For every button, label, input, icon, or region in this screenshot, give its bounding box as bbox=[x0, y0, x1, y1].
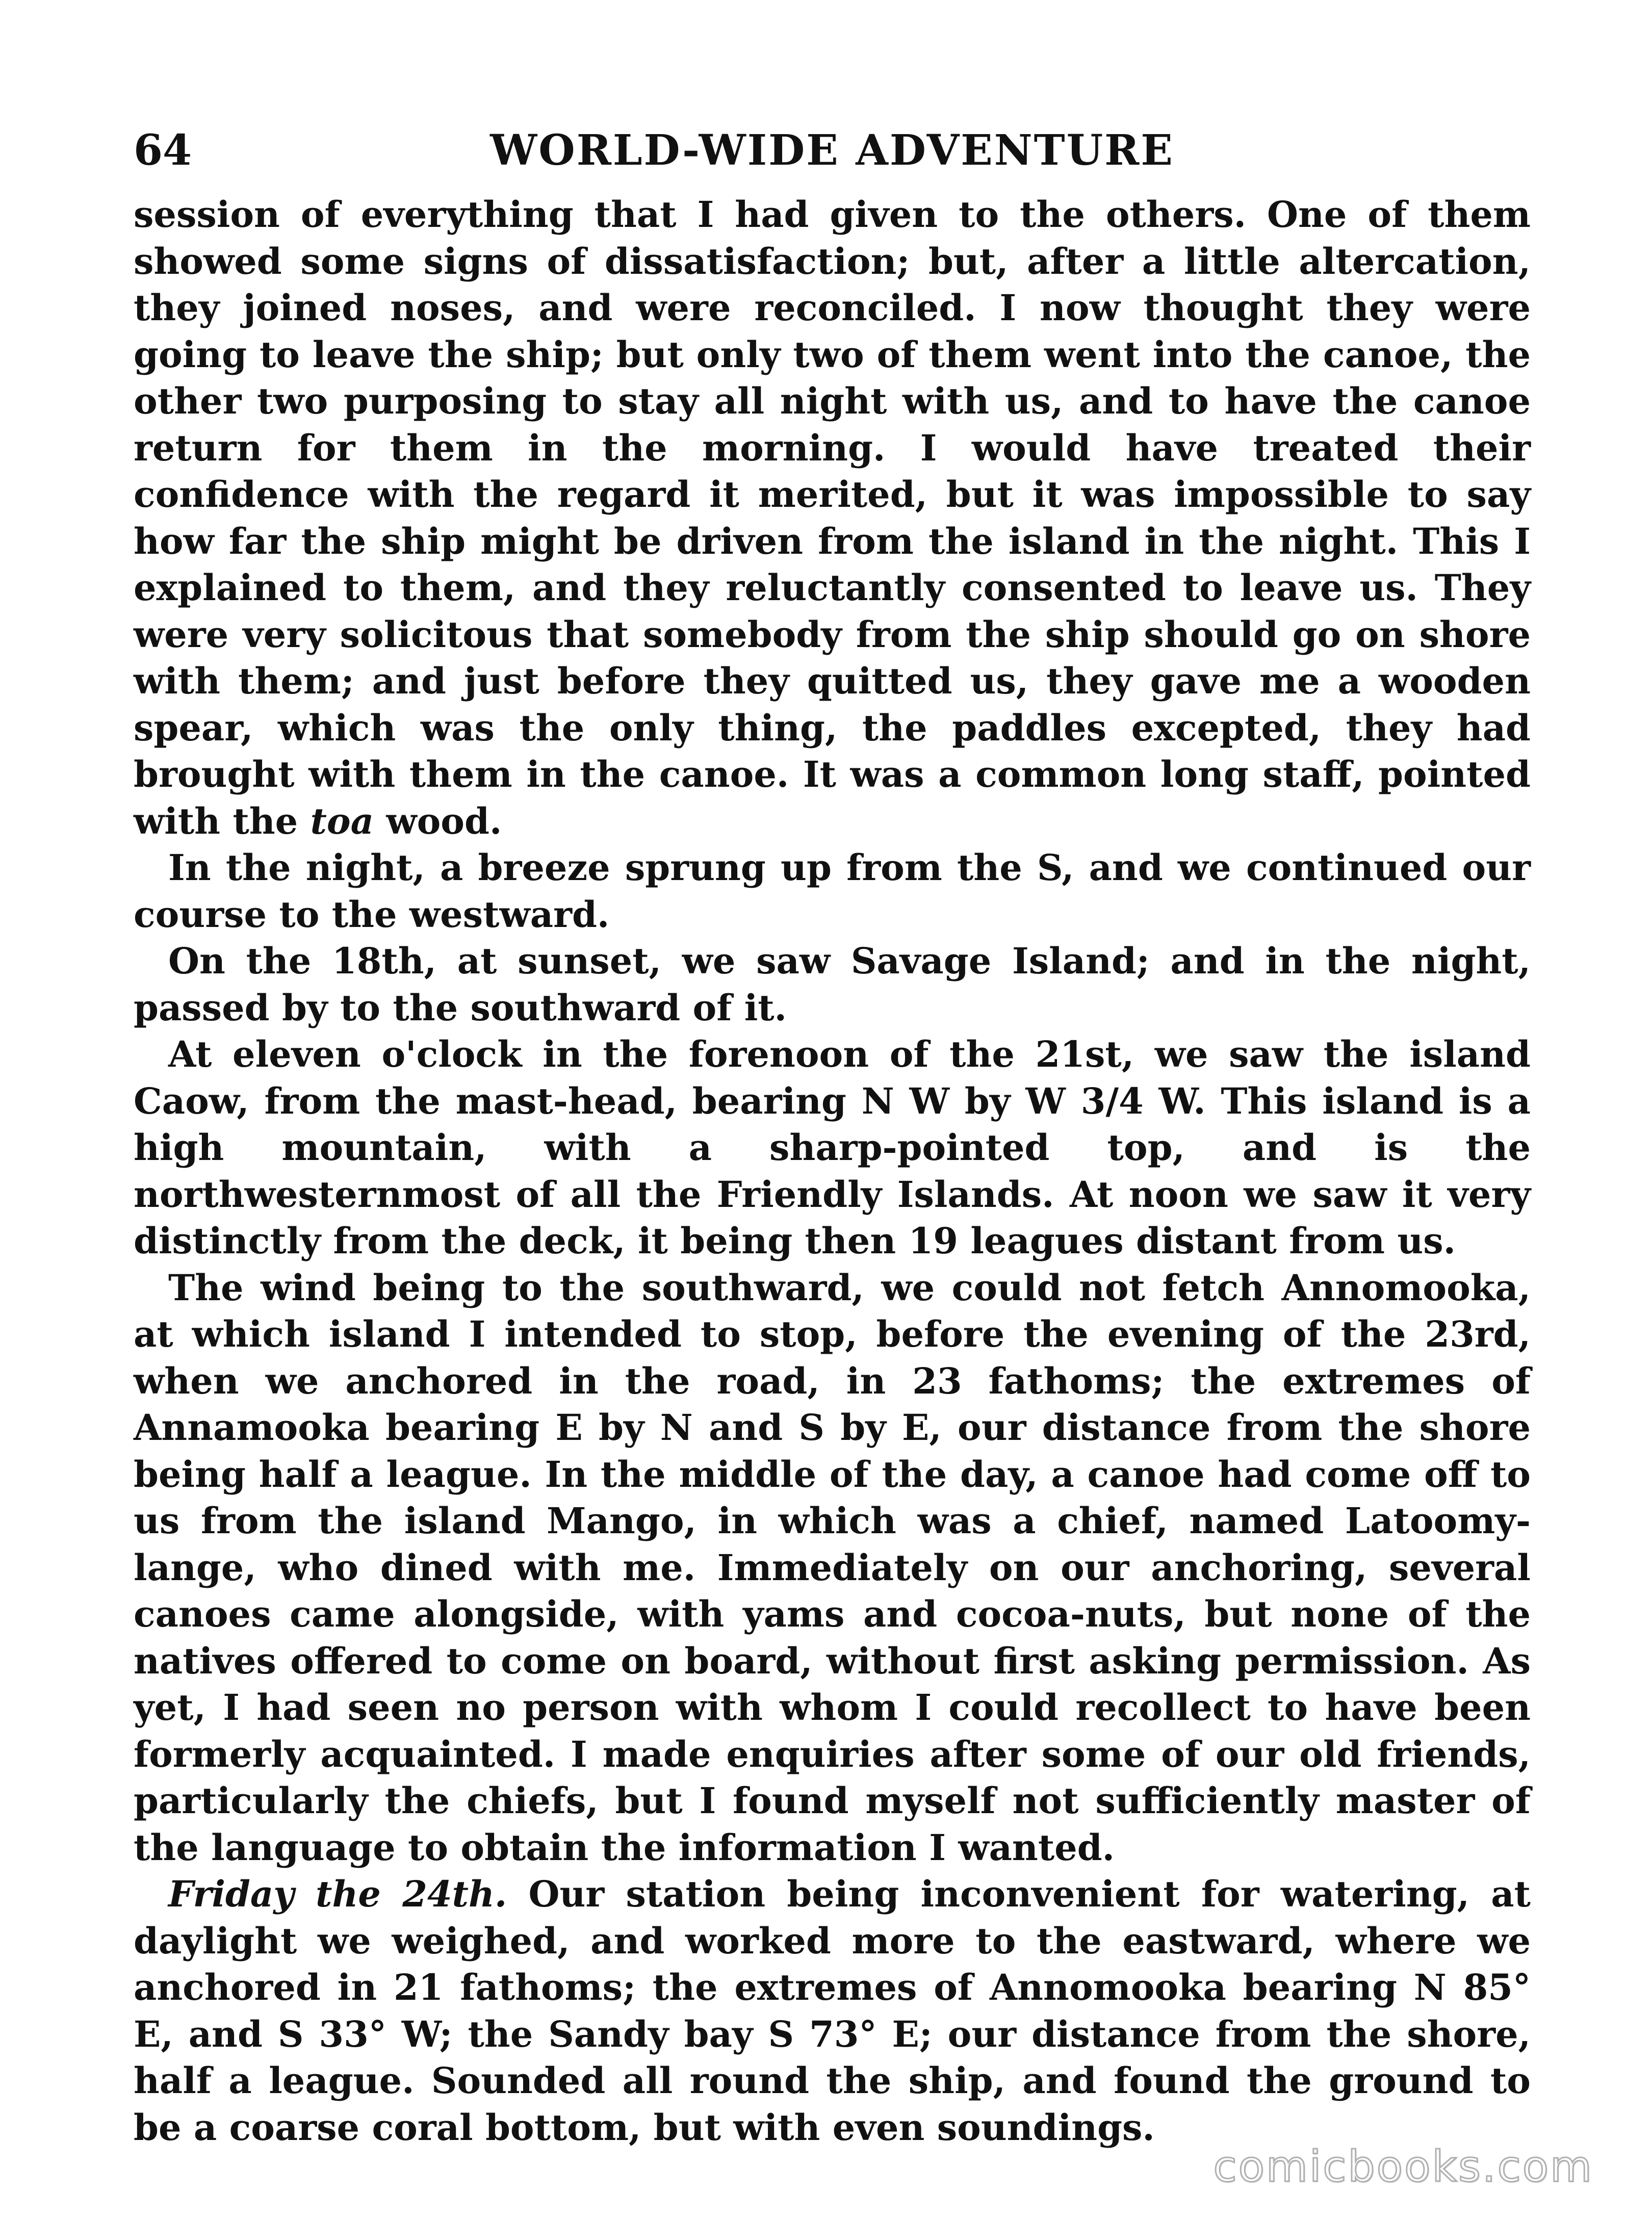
paragraph-text: The wind being to the southward, we could not fetch Annomooka, at which island I intended to stop, before the evening of the 23rd, when we anchored in the road, in 23 fathoms; the extremes of Annamooka bearing E by N and S by E, our distance from the shore being half a league. In the middle of the day, a canoe had come off to us from the island Mango, in which was a chief, named Latoomy-lange, who dined with me. Immediately on our anchoring, several canoes came alongside, with yams and cocoa-nuts, but none of the natives offered to come on board, without first asking permission. As yet, I had seen no person with whom I could recollect to have been formerly acquainted. I made enquiries after some of our old friends, particularly the chiefs, but I found myself not sufficiently master of the language to obtain the information I wanted. bbox=[134, 1266, 1531, 1869]
paragraph bbox=[134, 938, 1531, 1031]
page-header bbox=[134, 117, 1531, 189]
watermark: comicbooks.com bbox=[1213, 2142, 1593, 2191]
body-text bbox=[134, 191, 1531, 2151]
paragraph bbox=[134, 1871, 1531, 2151]
italic-date: Friday the 24th. bbox=[168, 1873, 507, 1915]
page-number: 64 bbox=[134, 126, 192, 175]
paragraph-text: wood. bbox=[373, 799, 502, 842]
paragraph-text: session of everything that I had given to the others. One of them showed some signs of dissatisfaction; but, after a little altercation, they joined noses, and were reconciled. I now thought they were going to leave the ship; but only two of them went into the canoe, the other two purposing to stay all night with us, and to have the canoe return for them in the morning. I would have treated their confidence with the regard it merited, but it was impossible to say how far the ship might be driven from the island in the night. This I explained to them, and they reluctantly consented to leave us. They were very solicitous that somebody from the ship should go on shore with them; and just before they quitted us, they gave me a wooden spear, which was the only thing, the paddles excepted, they had brought with them in the canoe. It was a common long staff, pointed with the bbox=[134, 193, 1531, 842]
italic-term: toa bbox=[310, 799, 374, 842]
running-head: WORLD-WIDE ADVENTURE bbox=[490, 126, 1174, 175]
paragraph-text: Our station being inconvenient for watering, at daylight we weighed, and worked more to the eastward, where we anchored in 21 fathoms; the extremes of Annomooka bearing N 85° E, and S 33° W; the Sandy bay S 73° E; our distance from the shore, half a league. Sounded all round the ship, and found the ground to be a coarse coral bottom, but with even soundings. bbox=[134, 1873, 1531, 2149]
paragraph-text: In the night, a breeze sprung up from the S, and we continued our course to the westward. bbox=[134, 846, 1531, 936]
paragraph-text: On the 18th, at sunset, we saw Savage Island; and in the night, passed by to the southward of it. bbox=[134, 940, 1531, 1029]
paragraph-text: At eleven o'clock in the forenoon of the 21st, we saw the island Caow, from the mast-head, bearing N W by W 3/4 W. This island is a high mountain, with a sharp-pointed top, and is the northwesternmost of all the Friendly Islands. At noon we saw it very distinctly from the deck, it being then 19 leagues distant from us. bbox=[134, 1033, 1531, 1262]
paragraph-continued bbox=[134, 191, 1531, 844]
paragraph bbox=[134, 1031, 1531, 1265]
paragraph bbox=[134, 844, 1531, 938]
paragraph bbox=[134, 1265, 1531, 1871]
